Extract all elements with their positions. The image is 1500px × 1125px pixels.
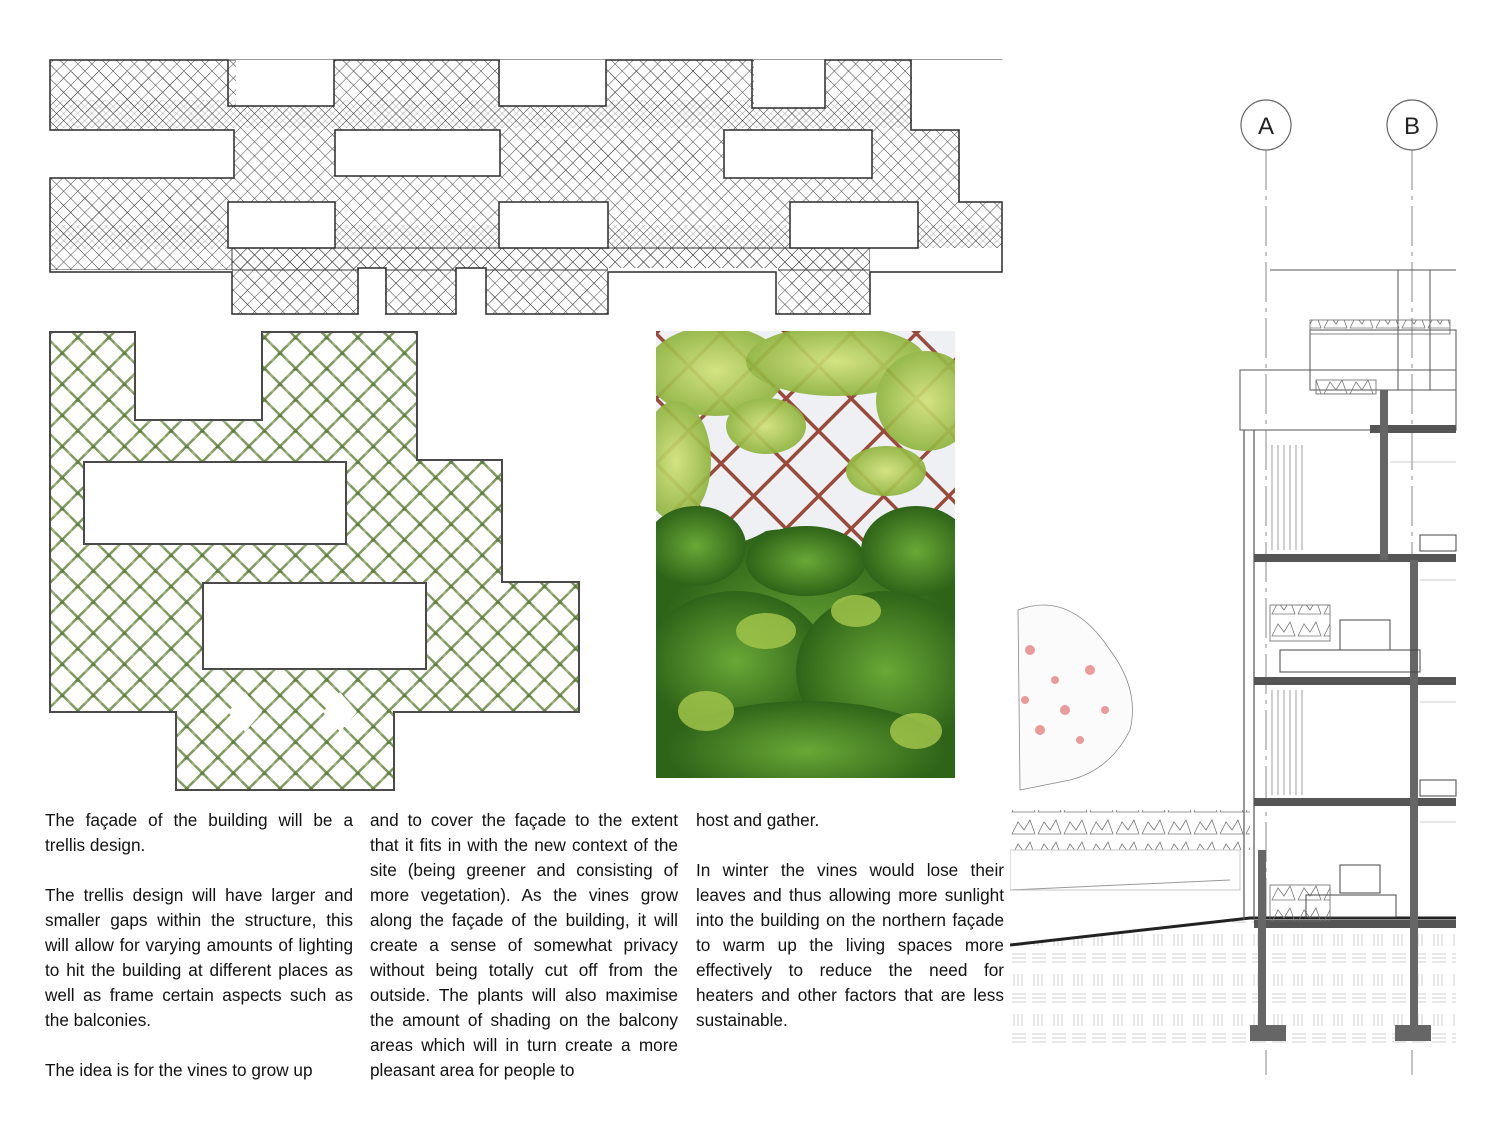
text-column-1 <box>45 808 353 1083</box>
col3-paragraph-1: host and gather. <box>696 810 820 830</box>
facade-trellis-elevation <box>0 0 1010 320</box>
blossom-tree <box>1018 605 1133 790</box>
vine-trellis-photo <box>656 331 955 778</box>
col3-paragraph-2: In winter the vines would lose their leaves and thus allowing more sunlight into the building on the northern façade to warm up the living spaces more effectively to reduce the need for heaters and other factors that are less sustainable. <box>696 860 1004 1030</box>
text-column-2 <box>370 808 678 1083</box>
vine-trellis-illustration <box>0 320 600 800</box>
col1-paragraph-2: The trellis design will have larger and smaller gaps within the structure, this will allow for varying amounts of lighting to hit the building at different places as well as frame certain aspects such as the balconies. <box>45 885 353 1030</box>
col1-paragraph-1: The façade of the building will be a trellis design. <box>45 810 353 855</box>
gridline-b-label: B <box>1403 113 1421 140</box>
building-section-drawing <box>1010 90 1500 1090</box>
gridline-a-label: A <box>1257 113 1275 140</box>
col1-paragraph-3: The idea is for the vines to grow up <box>45 1060 313 1080</box>
col2-paragraph-1: and to cover the façade to the extent that it fits in with the new context of the site (being greener and consisting of more vegetation). As the vines grow along the façade of the building, it will create a sense of somewhat privacy without being totally cut off from the outside. The plants will also maximise the amount of shading on the balcony areas which will in turn create a more pleasant area for people to <box>370 810 678 1080</box>
text-column-3 <box>696 808 1004 1033</box>
